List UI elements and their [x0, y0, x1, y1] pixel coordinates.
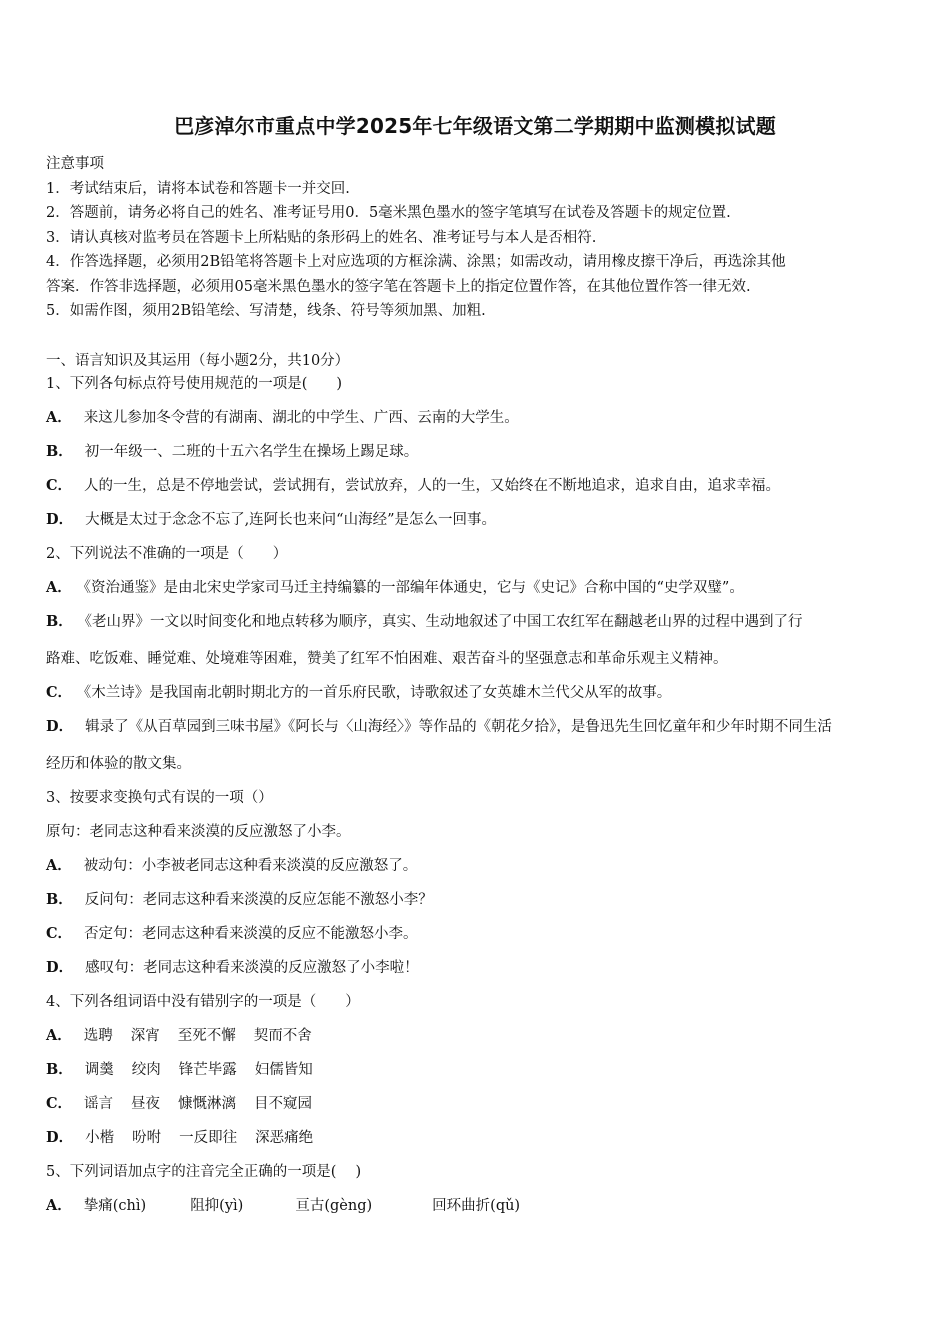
question-stem: 3、按要求变换句式有误的一项（）	[46, 790, 273, 806]
word: 慷慨淋漓	[178, 1096, 237, 1112]
notice-item: 4．作答选择题，必须用2B铅笔将答题卡上对应选项的方框涂满、涂黑；如需改动，请用橡皮擦干净后，再选涂其他	[46, 254, 786, 270]
option-b	[46, 441, 908, 475]
word: 目不窥园	[254, 1096, 313, 1112]
word: 阻抑(yì)	[190, 1198, 244, 1214]
option-letter: B．	[46, 1061, 73, 1078]
questions-section	[46, 350, 908, 1229]
word: 昼夜	[131, 1096, 161, 1112]
question-stem: 1、下列各句标点符号使用规范的一项是( )	[46, 376, 343, 392]
option-letter: A．	[46, 857, 72, 874]
option-c	[46, 1093, 908, 1127]
option-a	[46, 1195, 908, 1229]
option-text: 大概是太过于念念不忘了,连阿长也来问“山海经”是怎么一回事。	[85, 512, 497, 528]
option-letter: A．	[46, 409, 72, 426]
word: 契而不舍	[253, 1028, 312, 1044]
option-d	[46, 1127, 908, 1161]
notice-item: 2．答题前，请务必将自己的姓名、准考证号用0．5毫米黑色墨水的签字笔填写在试卷及答题卡的规定位置.	[46, 205, 731, 221]
option-text: 否定句：老同志这种看来淡漠的反应不能激怒小李。	[84, 926, 418, 942]
page-title: 巴彦淖尔市重点中学2025年七年级语文第二学期期中监测模拟试题	[174, 114, 776, 138]
word: 调羹	[84, 1062, 114, 1078]
word: 谣言	[84, 1096, 114, 1112]
word: 绞肉	[131, 1062, 161, 1078]
option-letter: D．	[46, 718, 74, 735]
word: 深宵	[130, 1028, 160, 1044]
option-d	[46, 716, 908, 753]
option-letter: D．	[46, 511, 74, 528]
option-text: 初一年级一、二班的十五六名学生在操场上踢足球。	[84, 444, 419, 460]
option-text: 来这儿参加冬令营的有湖南、湖北的中学生、广西、云南的大学生。	[83, 410, 519, 426]
option-a	[46, 407, 908, 441]
word: 小楷	[85, 1130, 115, 1146]
word: 至死不懈	[177, 1028, 236, 1044]
notice-item: 5．如需作图，须用2B铅笔绘、写清楚，线条、符号等须加黑、加粗.	[46, 303, 486, 319]
question-stem: 4、下列各组词语中没有错别字的一项是（ ）	[46, 994, 360, 1010]
option-letter: B．	[46, 891, 73, 908]
section-heading: 一、语言知识及其运用（每小题2分，共10分）	[46, 353, 350, 369]
option-a	[46, 1025, 908, 1059]
notice-item: 答案．作答非选择题，必须用05毫米黑色墨水的签字笔在答题卡上的指定位置作答，在其他位置作答一律无效.	[46, 278, 751, 295]
option-text: 辑录了《从百草园到三味书屋》《阿长与〈山海经〉》等作品的《朝花夕拾》，是鲁迅先生回忆童年和少年时期不同生活	[85, 719, 832, 735]
option-letter: C．	[46, 1095, 73, 1112]
option-b-continued: 路难、吃饭难、睡觉难、处境难等困难，赞美了红军不怕困难、艰苦奋斗的坚强意志和革命乐观主义精神。	[46, 651, 728, 667]
option-text: 反问句：老同志这种看来淡漠的反应怎能不激怒小李？	[84, 892, 433, 908]
option-a	[46, 577, 908, 611]
option-b	[46, 889, 908, 923]
notice-item: 1．考试结束后，请将本试卷和答题卡一并交回.	[46, 180, 350, 197]
option-letter: D．	[46, 1129, 74, 1146]
option-text: 人的一生，总是不停地尝试，尝试拥有，尝试放弃，人的一生，又始终在不断地追求，追求自由，追求幸福。	[84, 478, 781, 494]
notice-item: 3．请认真核对监考员在答题卡上所粘贴的条形码上的姓名、准考证号与本人是否相符.	[46, 229, 597, 246]
option-b	[46, 611, 908, 648]
option-text: 《木兰诗》是我国南北朝时期北方的一首乐府民歌，诗歌叙述了女英雄木兰代父从军的故事。	[84, 685, 672, 701]
option-a	[46, 855, 908, 889]
option-c	[46, 923, 908, 957]
option-d	[46, 509, 908, 543]
word: 锋芒毕露	[178, 1062, 237, 1078]
option-text: 《老山界》一文以时间变化和地点转移为顺序，真实、生动地叙述了中国工农红军在翻越老山界的过程中遇到了行	[84, 614, 803, 630]
notice-section	[46, 152, 908, 324]
word: 深恶痛绝	[255, 1130, 314, 1146]
option-b	[46, 1059, 908, 1093]
word: 吩咐	[132, 1130, 162, 1146]
option-letter: B．	[46, 443, 73, 460]
option-letter: D．	[46, 959, 74, 976]
word: 选聘	[83, 1028, 113, 1044]
option-letter: C．	[46, 477, 73, 494]
word: 一反即往	[179, 1130, 238, 1146]
option-letter: A．	[46, 1197, 72, 1214]
option-c	[46, 682, 908, 716]
option-text: 《资治通鉴》是由北宋史学家司马迁主持编纂的一部编年体通史，它与《史记》合称中国的“史学双璧”。	[83, 580, 744, 596]
option-letter: C．	[46, 925, 73, 942]
word: 挚痛(chì)	[83, 1198, 147, 1214]
word: 亘古(gèng)	[295, 1198, 373, 1214]
option-text: 被动句：小李被老同志这种看来淡漠的反应激怒了。	[83, 858, 418, 874]
option-letter: A．	[46, 1027, 72, 1044]
question-stem: 2、下列说法不准确的一项是（ ）	[46, 546, 288, 562]
option-d	[46, 957, 908, 991]
option-d-continued: 经历和体验的散文集。	[46, 756, 191, 772]
question-stem: 5、下列词语加点字的注音完全正确的一项是( )	[46, 1164, 362, 1180]
option-letter: B．	[46, 613, 73, 630]
option-c	[46, 475, 908, 509]
word: 回环曲折(qǔ)	[432, 1198, 521, 1214]
option-letter: C．	[46, 684, 73, 701]
word: 妇儒皆知	[254, 1062, 313, 1078]
original-sentence: 原句：老同志这种看来淡漠的反应激怒了小李。	[46, 824, 351, 840]
option-letter: A．	[46, 579, 72, 596]
notice-heading: 注意事项	[46, 156, 104, 172]
option-text: 感叹句：老同志这种看来淡漠的反应激怒了小李啦！	[85, 960, 419, 976]
